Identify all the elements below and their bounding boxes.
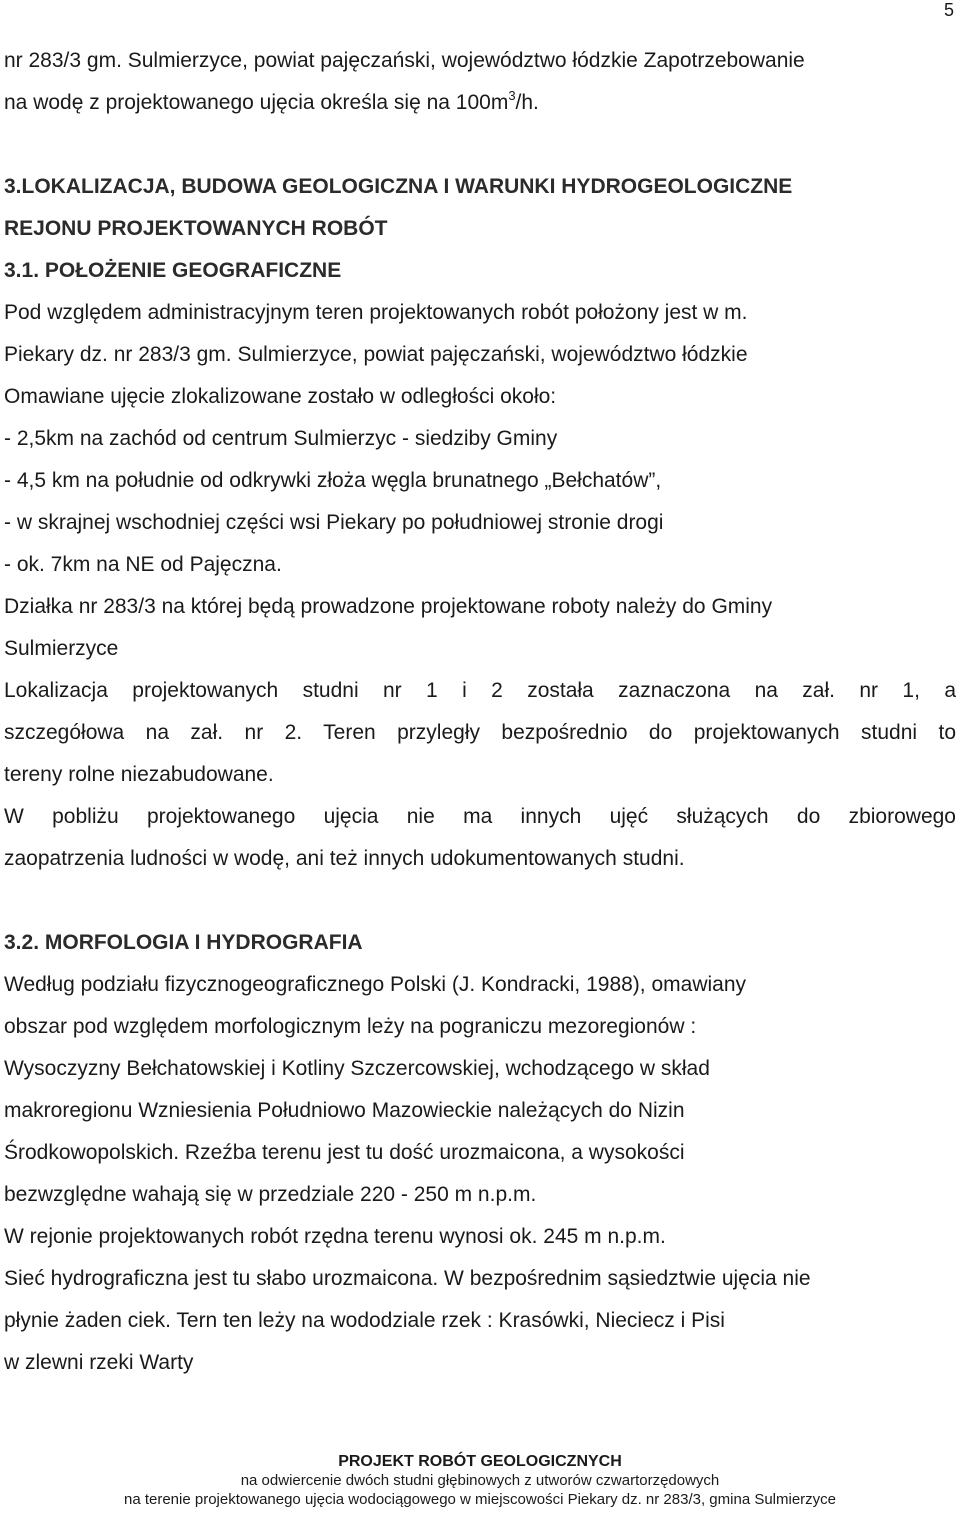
document-body <box>4 40 956 1384</box>
paragraph-line: Lokalizacja projektowanych studni nr 1 i 2 została zaznaczona na zał. nr 1, a <box>4 679 956 702</box>
section-3-1-title: 3.1. POŁOŻENIE GEOGRAFICZNE <box>4 259 342 282</box>
superscript-exponent: 3 <box>508 88 516 103</box>
paragraph-line: Działka nr 283/3 na której będą prowadzone projektowane roboty należy do Gminy <box>4 595 773 618</box>
paragraph-line: Sulmierzyce <box>4 637 119 660</box>
paragraph-line: szczegółowa na zał. nr 2. Teren przyległy bezpośrednio do projektowanych studni to <box>4 721 956 744</box>
paragraph-line: obszar pod względem morfologicznym leży na pograniczu mezoregionów : <box>4 1015 697 1038</box>
section-3-title-line-1: 3.LOKALIZACJA, BUDOWA GEOLOGICZNA I WARUNKI HYDROGEOLOGICZNE <box>4 175 793 198</box>
paragraph-line: w zlewni rzeki Warty <box>4 1351 194 1374</box>
paragraph-line: Piekary dz. nr 283/3 gm. Sulmierzyce, powiat pajęczański, województwo łódzkie <box>4 343 748 366</box>
paragraph-line: tereny rolne niezabudowane. <box>4 763 274 786</box>
section-3-title-line-2: REJONU PROJEKTOWANYCH ROBÓT <box>4 217 388 240</box>
paragraph-line: Wysoczyzny Bełchatowskiej i Kotliny Szczercowskiej, wchodzącego w skład <box>4 1057 710 1080</box>
list-item: - 2,5km na zachód od centrum Sulmierzyc - siedziby Gminy <box>4 427 558 450</box>
paragraph-line: makroregionu Wzniesienia Południowo Mazowieckie należących do Nizin <box>4 1099 685 1122</box>
intro-line-2-text: na wodę z projektowanego ujęcia określa się na 100m <box>4 91 509 114</box>
page-number: 5 <box>943 0 954 20</box>
paragraph-line: bezwzględne wahają się w przedziale 220 - 250 m n.p.m. <box>4 1183 537 1206</box>
paragraph-line: Sieć hydrograficzna jest tu słabo urozmaicona. W bezpośrednim sąsiedztwie ujęcia nie <box>4 1267 811 1290</box>
paragraph-line: płynie żaden ciek. Tern ten leży na wododziale rzek : Krasówki, Nieciecz i Pisi <box>4 1309 725 1332</box>
paragraph-line: Środkowopolskich. Rzeźba terenu jest tu dość urozmaicona, a wysokości <box>4 1141 685 1164</box>
intro-line-2-unit: /h. <box>515 91 539 114</box>
footer-line-1: na odwiercenie dwóch studni głębinowych z utworów czwartorzędowych <box>240 1472 720 1489</box>
paragraph-line: W pobliżu projektowanego ujęcia nie ma innych ujęć służących do zbiorowego <box>4 805 956 828</box>
page-footer <box>0 1452 960 1509</box>
list-item: - w skrajnej wschodniej części wsi Piekary po południowej stronie drogi <box>4 511 664 534</box>
list-item: - ok. 7km na NE od Pajęczna. <box>4 553 282 576</box>
section-3-2-title: 3.2. MORFOLOGIA I HYDROGRAFIA <box>4 931 363 954</box>
paragraph-line: Według podziału fizycznogeograficznego Polski (J. Kondracki, 1988), omawiany <box>4 973 747 996</box>
intro-line-2 <box>4 82 956 124</box>
paragraph-line: Omawiane ujęcie zlokalizowane zostało w odległości około: <box>4 385 557 408</box>
footer-title: PROJEKT ROBÓT GEOLOGICZNYCH <box>338 1453 622 1470</box>
footer-line-2: na terenie projektowanego ujęcia wodociągowego w miejscowości Piekary dz. nr 283/3, gmina Sulmierzyce <box>123 1491 837 1508</box>
paragraph-line: W rejonie projektowanych robót rzędna terenu wynosi ok. 245 m n.p.m. <box>4 1225 666 1248</box>
paragraph-line: Pod względem administracyjnym teren projektowanych robót położony jest w m. <box>4 301 748 324</box>
intro-line-1: nr 283/3 gm. Sulmierzyce, powiat pajęczański, województwo łódzkie Zapotrzebowanie <box>4 49 805 72</box>
list-item: - 4,5 km na południe od odkrywki złoża węgla brunatnego „Bełchatów”, <box>4 469 662 492</box>
paragraph-line: zaopatrzenia ludności w wodę, ani też innych udokumentowanych studni. <box>4 847 685 870</box>
